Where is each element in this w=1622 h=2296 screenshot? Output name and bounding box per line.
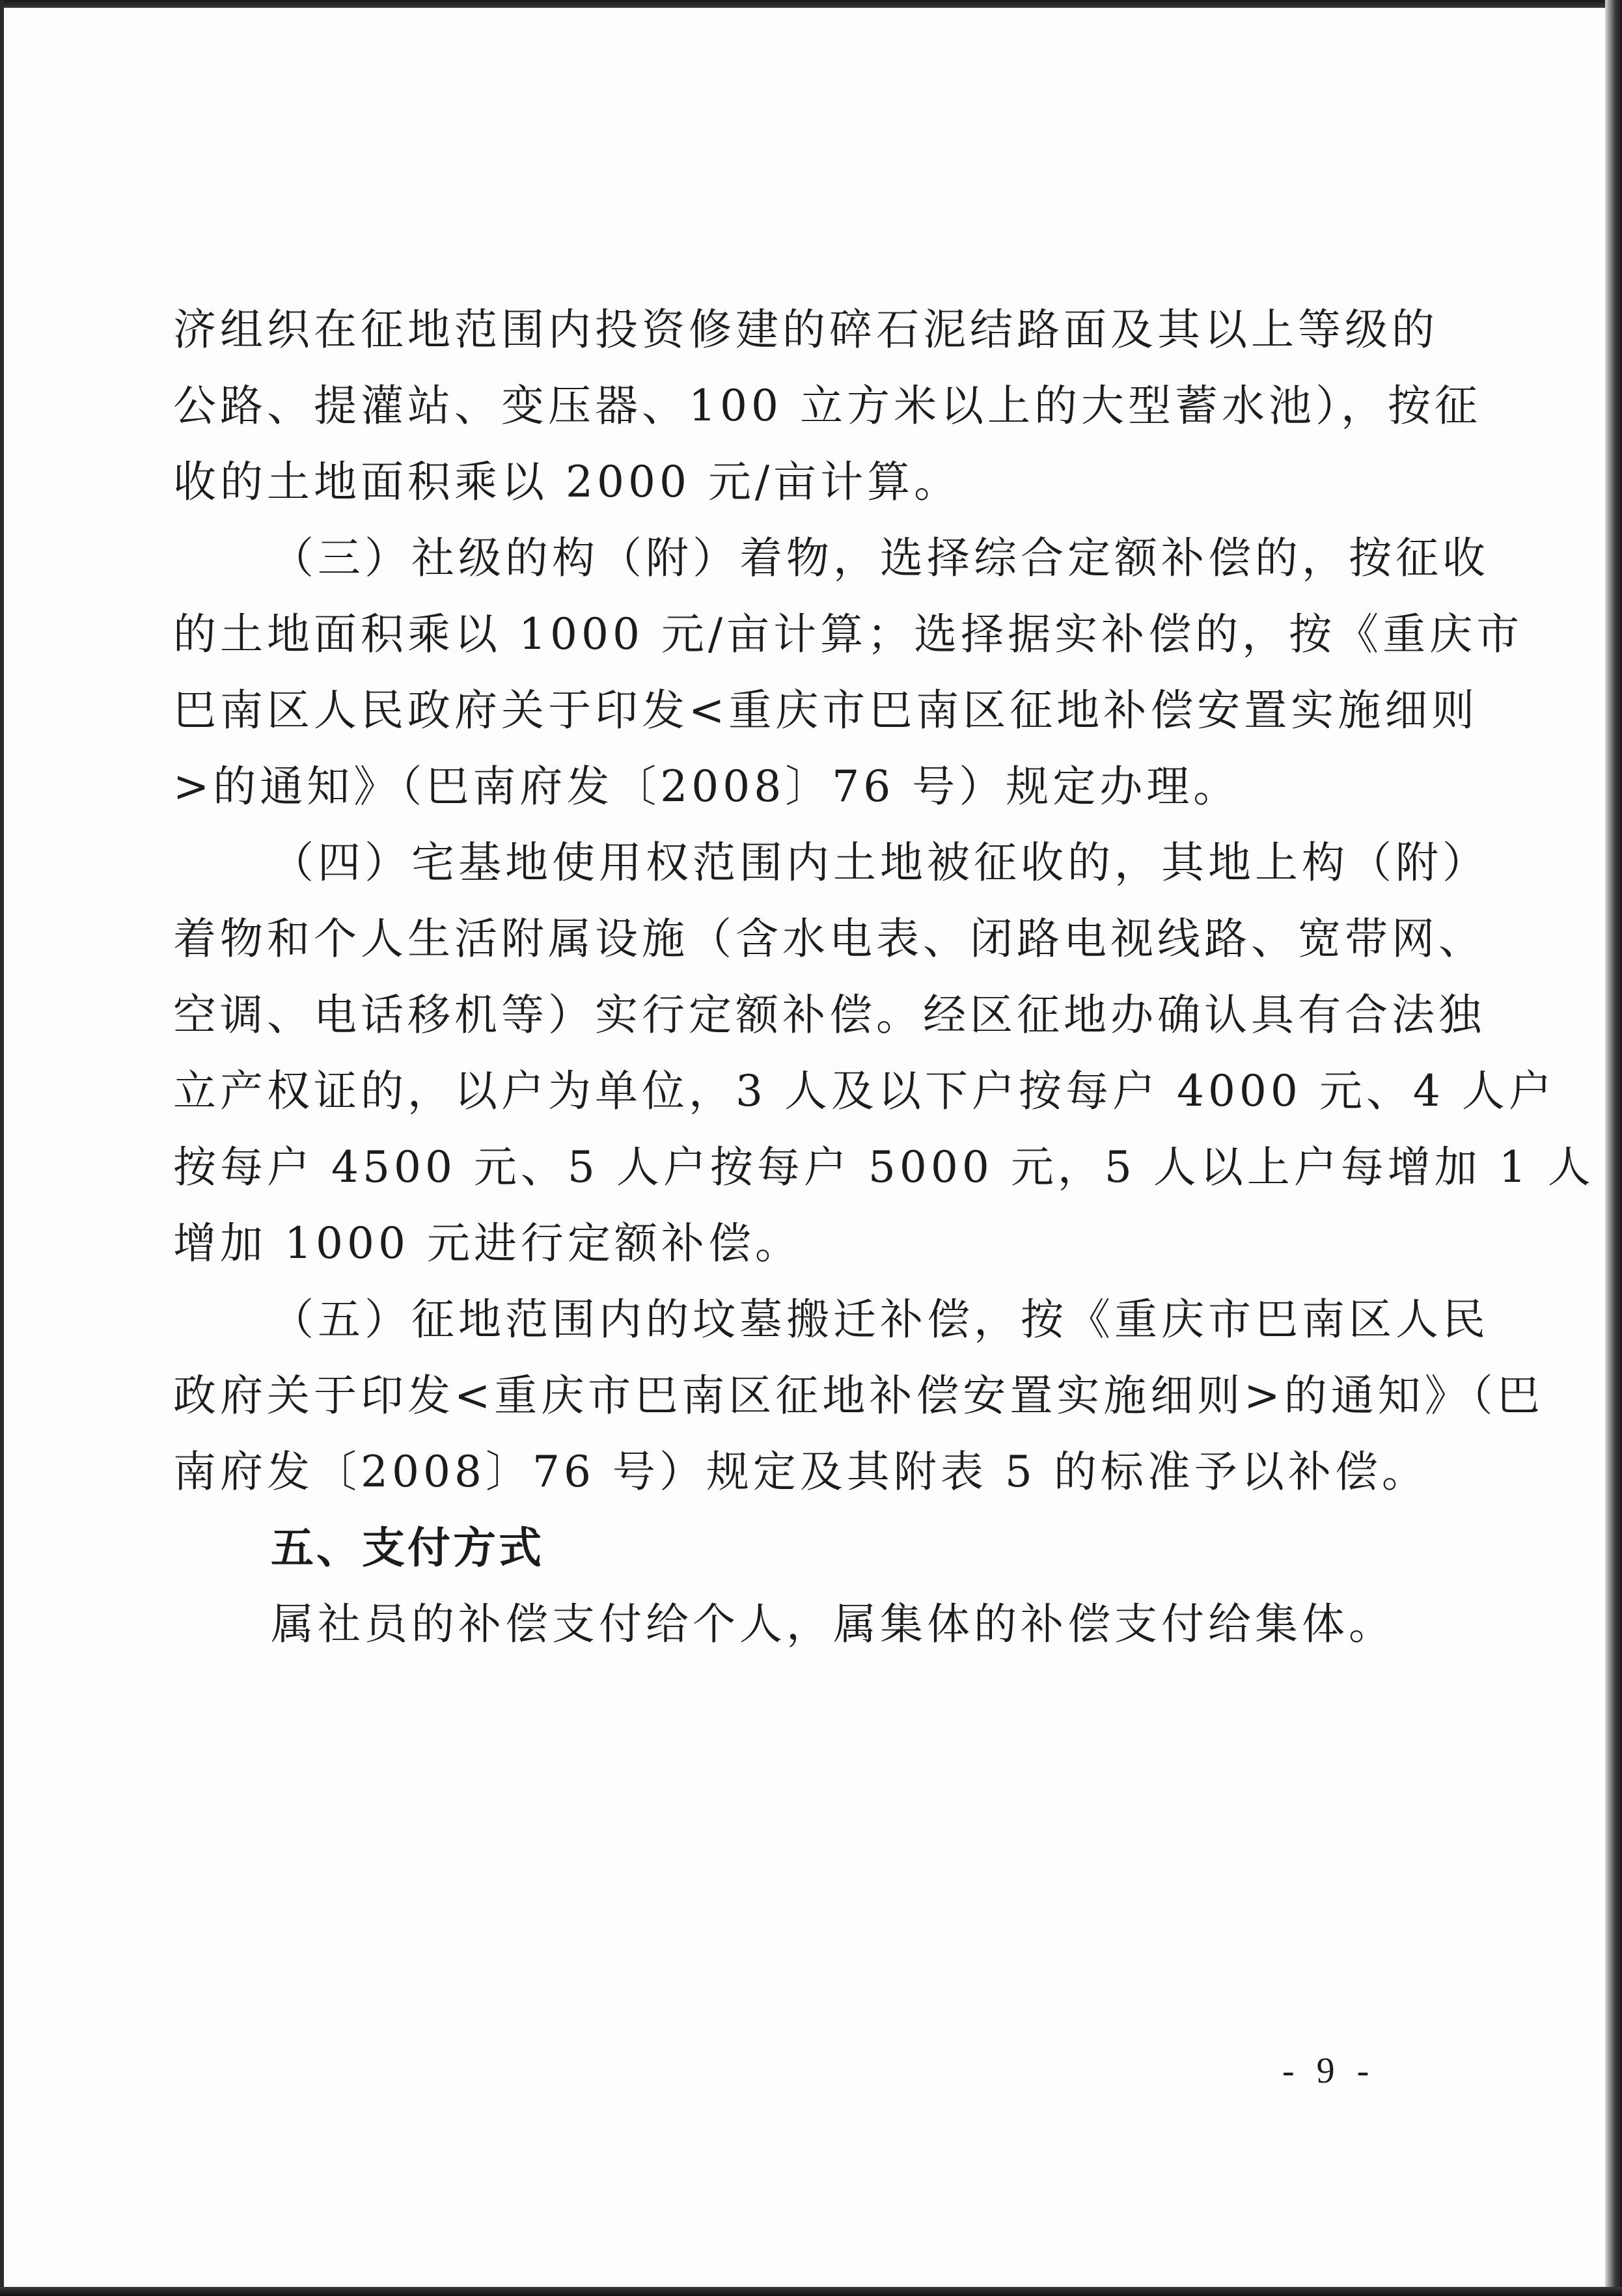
paragraph-start-line: （三）社级的构（附）着物，选择综合定额补偿的，按征收 <box>271 533 1489 583</box>
text-line: 立产权证的，以户为单位，3 人及以下户按每户 4000 元、4 人户 <box>173 1066 1556 1116</box>
text-line: >的通知》（巴南府发〔2008〕76 号）规定办理。 <box>173 761 1241 812</box>
section-heading: 五、支付方式 <box>271 1523 544 1573</box>
paragraph-start-line: 属社员的补偿支付给个人，属集体的补偿支付给集体。 <box>271 1599 1395 1649</box>
text-line: 按每户 4500 元、5 人户按每户 5000 元，5 人以上户每增加 1 人 <box>173 1142 1595 1192</box>
scan-edge-right <box>1605 0 1622 2296</box>
text-line: 空调、电话移机等）实行定额补偿。经区征地办确认具有合法独 <box>173 990 1485 1040</box>
page-number: - 9 - <box>1282 2051 1376 2091</box>
scan-edge-bottom <box>0 2287 1622 2296</box>
text-line: 的土地面积乘以 1000 元/亩计算；选择据实补偿的，按《重庆市 <box>173 609 1524 659</box>
text-line: 南府发〔2008〕76 号）规定及其附表 5 的标准予以补偿。 <box>173 1447 1429 1497</box>
text-line: 公路、提灌站、变压器、100 立方米以上的大型蓄水池），按征 <box>173 381 1481 431</box>
text-line: 收的土地面积乘以 2000 元/亩计算。 <box>173 457 961 507</box>
text-line: 着物和个人生活附属设施（含水电表、闭路电视线路、宽带网、 <box>173 914 1485 964</box>
scan-edge-top <box>0 0 1622 8</box>
text-line: 增加 1000 元进行定额补偿。 <box>173 1218 802 1268</box>
scan-edge-left <box>0 0 4 2296</box>
document-body <box>173 292 1595 1662</box>
paragraph-start-line: （四）宅基地使用权范围内土地被征收的，其地上构（附） <box>271 838 1489 888</box>
text-line: 济组织在征地范围内投资修建的碎石泥结路面及其以上等级的 <box>173 305 1438 355</box>
paragraph-start-line: （五）征地范围内的坟墓搬迁补偿，按《重庆市巴南区人民 <box>271 1294 1489 1345</box>
text-line: 巴南区人民政府关于印发<重庆市巴南区征地补偿安置实施细则 <box>173 685 1479 735</box>
text-line: 政府关于印发<重庆市巴南区征地补偿安置实施细则>的通知》（巴 <box>173 1371 1544 1421</box>
